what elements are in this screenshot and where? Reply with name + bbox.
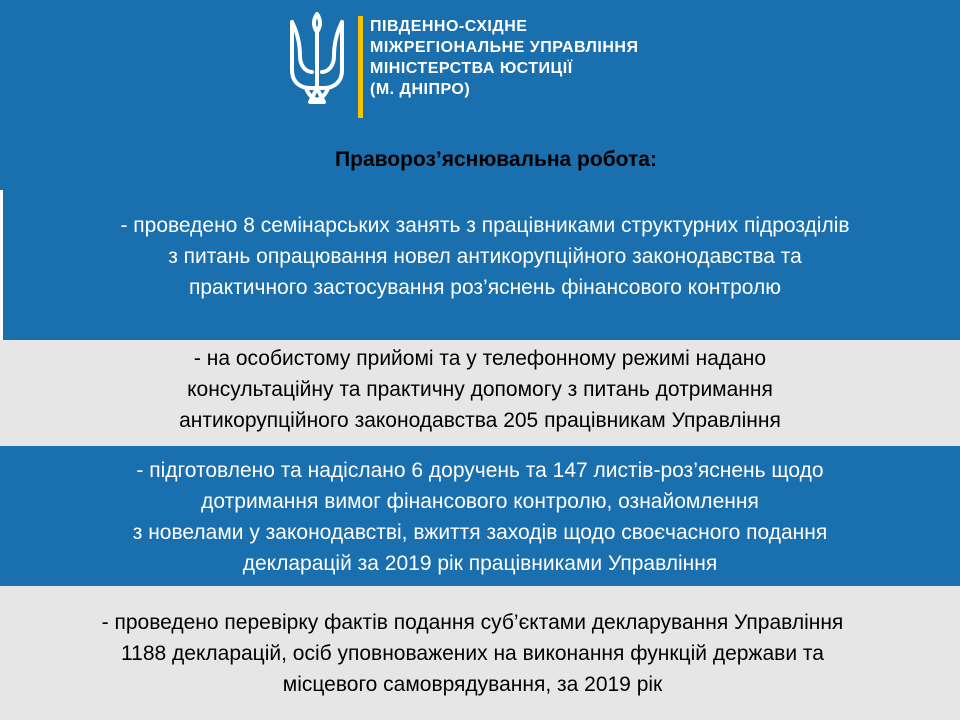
paragraph-line: з новелами у законодавстві, вжиття заходів щодо своєчасного подання [132, 521, 828, 544]
paragraph-declarations [0, 607, 945, 700]
paragraph-line: - проведено перевірку фактів подання суб’єктами декларування Управління [101, 611, 844, 634]
paragraph-consultations [0, 343, 960, 436]
ministry-logo [286, 8, 696, 112]
trident-icon [286, 8, 348, 108]
section-heading: Правороз’яснювальна робота: [335, 148, 657, 171]
paragraph-line: декларацій за 2019 рік працівниками Управління [242, 552, 718, 575]
band-edge [0, 190, 3, 340]
paragraph-line: дотримання вимог фінансового контролю, ознайомлення [201, 490, 759, 513]
logo-line: (М. ДНІПРО) [370, 81, 471, 98]
paragraph-letters [0, 455, 960, 579]
logo-line: МІЖРЕГІОНАЛЬНЕ УПРАВЛІННЯ [370, 39, 639, 56]
logo-line: МІНІСТЕРСТВА ЮСТИЦІЇ [370, 60, 573, 77]
paragraph-line: практичного застосування роз’яснень фінансового контролю [189, 276, 781, 299]
logo-line: ПІВДЕННО-СХІДНЕ [370, 18, 528, 35]
paragraph-line: - проведено 8 семінарських занять з працівниками структурних підрозділів [120, 214, 850, 237]
paragraph-seminars [10, 210, 960, 303]
logo-text [370, 16, 638, 100]
logo-accent-bar [358, 16, 363, 118]
paragraph-line: антикорупційного законодавства 205 працівникам Управління [179, 409, 781, 432]
paragraph-line: консультаційну та практичну допомогу з питань дотримання [187, 378, 773, 401]
paragraph-line: - на особистому прийомі та у телефонному режимі надано [193, 347, 767, 370]
paragraph-line: - підготовлено та надіслано 6 доручень та 147 листів-роз’яснень щодо [136, 459, 824, 482]
paragraph-line: місцевого самоврядування, за 2019 рік [282, 673, 663, 696]
paragraph-line: з питань опрацювання новел антикорупційного законодавства та [168, 245, 802, 268]
paragraph-line: 1188 декларацій, осіб уповноважених на виконання функцій держави та [121, 642, 824, 665]
